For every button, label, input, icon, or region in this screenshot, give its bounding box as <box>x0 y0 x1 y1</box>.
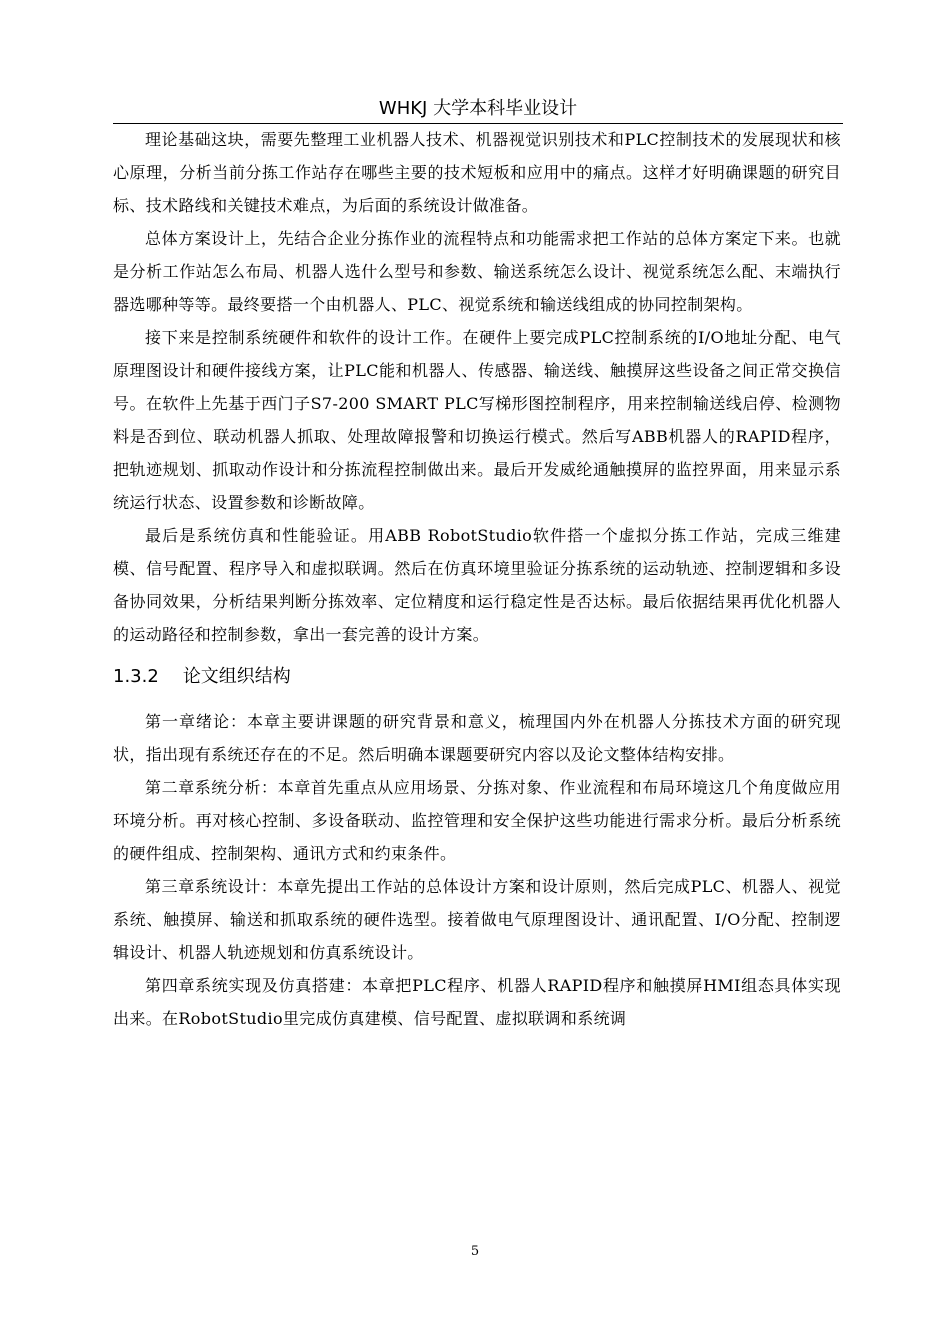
body-paragraph: 总体方案设计上，先结合企业分拣作业的流程特点和功能需求把工作站的总体方案定下来。也就是分析工作站怎么布局、机器人选什么型号和参数、输送系统怎么设计、视觉系统怎么配、末端执行器选哪种等等。最终要搭一个由机器人、PLC、视觉系统和输送线组成的协同控制架构。 <box>113 229 841 314</box>
body-paragraph: 理论基础这块，需要先整理工业机器人技术、机器视觉识别技术和PLC控制技术的发展现状和核心原理，分析当前分拣工作站存在哪些主要的技术短板和应用中的痛点。这样才好明确课题的研究目标、技术路线和关键技术难点，为后面的系统设计做准备。 <box>113 130 841 215</box>
page-header: WHKJ 大学本科毕业设计 <box>378 98 578 119</box>
body-paragraph: 接下来是控制系统硬件和软件的设计工作。在硬件上要完成PLC控制系统的I/O地址分配、电气原理图设计和硬件接线方案，让PLC能和机器人、传感器、输送线、触摸屏这些设备之间正常交换信号。在软件上先基于西门子S7-200 SMART PLC写梯形图控制程序，用来控制输送线启停、检测物料是否到位、联动机器人抓取、处理故障报警和切换运行模式。然后写ABB机器人的RAPID程序，把轨迹规划、抓取动作设计和分拣流程控制做出来。最后开发威纶通触摸屏的监控界面，用来显示系统运行状态、设置参数和诊断故障。 <box>113 328 841 512</box>
body-paragraph: 最后是系统仿真和性能验证。用ABB RobotStudio软件搭一个虚拟分拣工作站，完成三维建模、信号配置、程序导入和虚拟联调。然后在仿真环境里验证分拣系统的运动轨迹、控制逻辑和多设备协同效果，分析结果判断分拣效率、定位精度和运行稳定性是否达标。最后依据结果再优化机器人的运动路径和控制参数，拿出一套完善的设计方案。 <box>113 526 841 644</box>
page-body <box>113 123 841 1035</box>
section-heading <box>113 659 841 695</box>
page-number: 5 <box>470 1244 480 1259</box>
body-paragraph: 第二章系统分析：本章首先重点从应用场景、分拣对象、作业流程和布局环境这几个角度做应用环境分析。再对核心控制、多设备联动、监控管理和安全保护这些功能进行需求分析。最后分析系统的硬件组成、控制架构、通讯方式和约束条件。 <box>113 778 841 863</box>
body-paragraph: 第三章系统设计：本章先提出工作站的总体设计方案和设计原则，然后完成PLC、机器人、视觉系统、触摸屏、输送和抓取系统的硬件选型。接着做电气原理图设计、通讯配置、I/O分配、控制逻辑设计、机器人轨迹规划和仿真系统设计。 <box>113 877 841 962</box>
body-paragraph: 第四章系统实现及仿真搭建：本章把PLC程序、机器人RAPID程序和触摸屏HMI组态具体实现出来。在RobotStudio里完成仿真建模、信号配置、虚拟联调和系统调 <box>113 976 841 1028</box>
section-number: 1.3.2 <box>113 666 159 687</box>
body-paragraph: 第一章绪论：本章主要讲课题的研究背景和意义，梳理国内外在机器人分拣技术方面的研究现状，指出现有系统还存在的不足。然后明确本课题要研究内容以及论文整体结构安排。 <box>113 712 841 764</box>
section-title: 论文组织结构 <box>182 666 291 687</box>
